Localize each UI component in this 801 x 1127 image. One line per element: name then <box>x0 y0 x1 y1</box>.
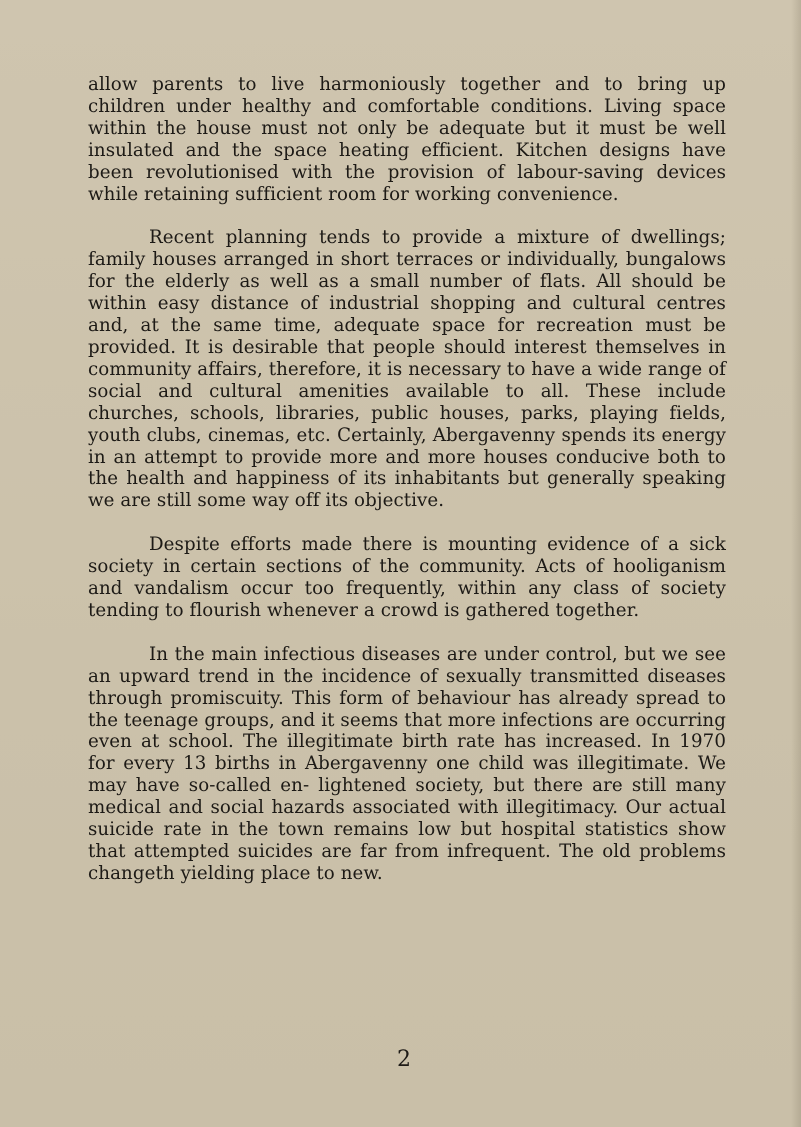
paragraph-3: Despite efforts made there is mounting evidence of a sick society in certain sections of the community. Acts of hooliganism and vandalism occur too frequently, within any class of society tending to flourish whenever a crowd is gathered together. <box>88 534 726 621</box>
body-text <box>88 74 726 907</box>
paragraph-2: Recent planning tends to provide a mixture of dwellings; family houses arranged in short terraces or individually, bungalows for the elderly as well as a small number of flats. All should be within easy distance of industrial shopping and cultural centres and, at the same time, adequate space for recreation must be provided. It is desirable that people should interest themselves in community affairs, therefore, it is necessary to have a wide range of social and cultural amenities available to all. These include churches, schools, libraries, public houses, parks, playing fields, youth clubs, cinemas, etc. Certainly, Abergavenny spends its energy in an attempt to provide more and more houses conducive both to the health and happiness of its inhabitants but generally speaking we are still some way off its objective. <box>88 227 726 512</box>
page-number: 2 <box>397 1047 411 1072</box>
paragraph-4: In the main infectious diseases are under control, but we see an upward trend in the incidence of sexually transmitted diseases through promiscuity. This form of behaviour has already spread to the teenage groups, and it seems that more infections are occurring even at school. The illegitimate birth rate has increased. In 1970 for every 13 births in Abergavenny one child was illegitimate. We may have so-called en- lightened society, but there are still many medical and social hazards associated with illegitimacy. Our actual suicide rate in the town remains low but hospital statistics show that attempted suicides are far from infrequent. The old problems changeth yielding place to new. <box>88 643 726 884</box>
paragraph-1: allow parents to live harmoniously together and to bring up children under healthy and comfortable conditions. Living space within the house must not only be adequate but it must be well insulated and the space heating efficient. Kitchen designs have been revolutionised with the provision of labour-saving devices while retaining sufficient room for working convenience. <box>88 74 726 205</box>
page-edge-shadow <box>791 0 801 1127</box>
